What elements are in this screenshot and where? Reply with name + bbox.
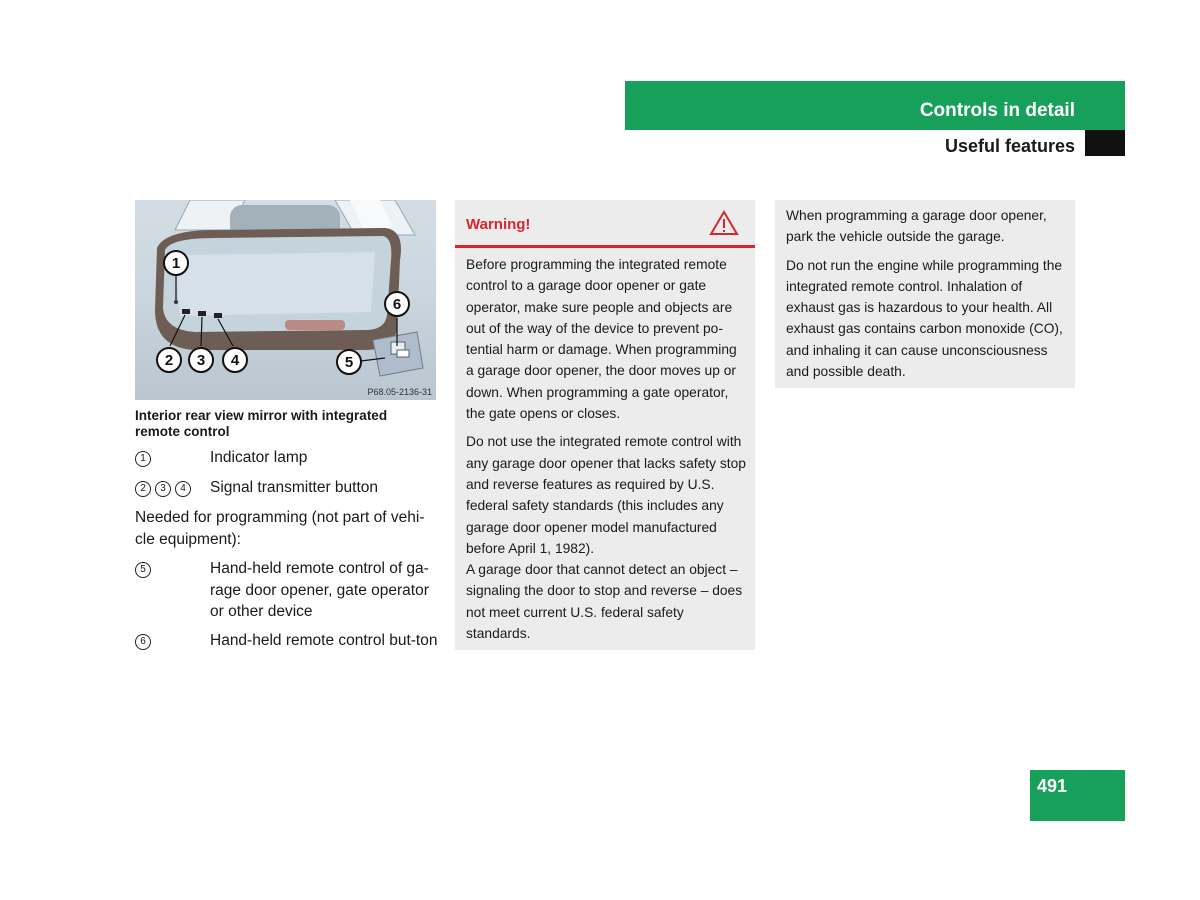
warning-title: Warning! xyxy=(466,216,531,233)
subsection-title: Useful features xyxy=(944,136,1075,156)
warning-body xyxy=(466,254,748,651)
section-header-bar xyxy=(625,81,1125,130)
legend-text: Signal transmitter button xyxy=(210,479,379,496)
mirror-figure xyxy=(135,200,436,400)
callout-4-label: 4 xyxy=(230,352,240,369)
warning-paragraph: Do not use the integrated remote control with any garage door opener that lacks safety stop and reverse features as required by U.S. federal safety standards (this includes any garage door opener model manufactured before April 1, 1982). xyxy=(466,434,746,556)
info-paragraph: Do not run the engine while programming the integrated remote control. Inhalation of exhaust gas is hazardous to your health. All exhaust gas contains carbon monoxide (CO), and inhaling it can cause unconsciousness and possible death. xyxy=(786,257,1063,380)
legend-mark: 6 xyxy=(135,634,151,650)
warning-triangle-icon xyxy=(709,210,739,241)
legend-mark: 2 xyxy=(135,481,151,497)
callout-6-label: 6 xyxy=(392,296,402,313)
warning-header xyxy=(455,200,755,248)
legend-marks xyxy=(135,630,155,652)
legend-mark: 3 xyxy=(155,481,171,497)
figure-caption: Interior rear view mirror with integrated remote control xyxy=(135,408,388,439)
legend-text: Indicator lamp xyxy=(210,449,308,466)
mirror-illustration xyxy=(135,200,436,400)
figure-code: P68.05-2136-31 xyxy=(367,387,432,397)
subsection-marker xyxy=(1085,130,1125,156)
warning-paragraph: Before programming the integrated remote control to a garage door opener or gate operator, make sure people and objects are out of the way of the device to prevent po-tential harm or damage. When programming a garage door opener, the door moves up or down. When programming a gate operator, the gate opens or closes. xyxy=(466,257,737,422)
needed-for-programming-text: Needed for programming (not part of vehi-cle equipment): xyxy=(135,509,425,548)
page-number-box xyxy=(1030,770,1125,821)
info-paragraph: When programming a garage door opener, park the vehicle outside the garage. xyxy=(786,208,1047,245)
callout-1-label: 1 xyxy=(171,255,181,272)
section-title: Controls in detail xyxy=(919,100,1075,121)
page-number: 491 xyxy=(1037,776,1068,796)
info-body xyxy=(786,205,1068,389)
legend-marks xyxy=(135,558,155,580)
callout-2-label: 2 xyxy=(164,352,174,369)
legend-marks xyxy=(135,477,195,499)
legend-text: Hand-held remote control but-ton xyxy=(210,632,438,649)
callout-5-label: 5 xyxy=(344,354,354,371)
info-box xyxy=(775,200,1075,388)
legend-mark: 5 xyxy=(135,562,151,578)
legend-mark: 1 xyxy=(135,451,151,467)
warning-paragraph: A garage door that cannot detect an object – signaling the door to stop and reverse – does not meet current U.S. federal safety standards. xyxy=(466,562,743,642)
warning-box xyxy=(455,200,755,650)
legend-text: Hand-held remote control of ga-rage door opener, gate operator or other device xyxy=(210,560,429,620)
legend-marks xyxy=(135,447,155,469)
callout-3-label: 3 xyxy=(196,352,206,369)
legend-mark: 4 xyxy=(175,481,191,497)
